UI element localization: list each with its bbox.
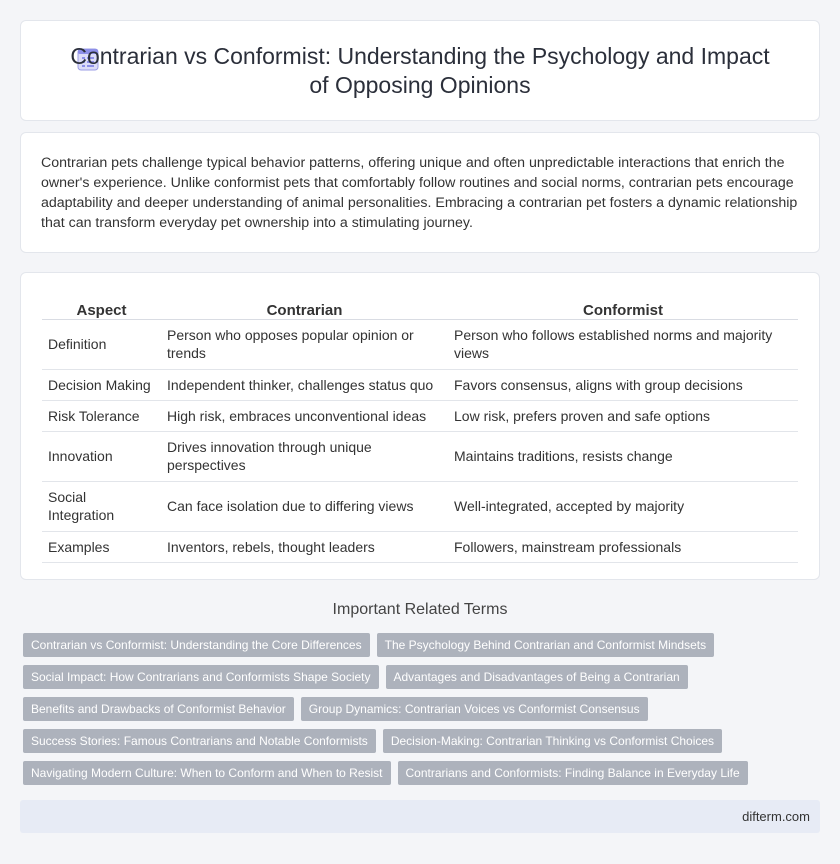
cell-aspect: Risk Tolerance (42, 400, 161, 431)
cell-conformist: Followers, mainstream professionals (448, 531, 798, 562)
cell-contrarian: Drives innovation through unique perspectives (161, 431, 448, 481)
comparison-card (20, 272, 820, 580)
table-row (42, 400, 798, 431)
page-title: Contrarian vs Conformist: Understanding the Psychology and Impact of Opposing Opinions (70, 42, 770, 98)
cell-contrarian: Inventors, rebels, thought leaders (161, 531, 448, 562)
cell-aspect: Definition (42, 319, 161, 369)
related-term-link[interactable]: Social Impact: How Contrarians and Conformists Shape Society (23, 665, 379, 689)
related-term-link[interactable]: Benefits and Drawbacks of Conformist Behavior (23, 697, 294, 721)
intro-card (20, 132, 820, 253)
table-row (42, 369, 798, 400)
cell-conformist: Well-integrated, accepted by majority (448, 481, 798, 531)
cell-aspect: Decision Making (42, 369, 161, 400)
related-term-link[interactable]: Contrarian vs Conformist: Understanding the Core Differences (23, 633, 370, 657)
cell-contrarian: High risk, embraces unconventional ideas (161, 400, 448, 431)
cell-contrarian: Person who opposes popular opinion or trends (161, 319, 448, 369)
table-header-contrarian: Contrarian (161, 297, 448, 319)
related-term-link[interactable]: The Psychology Behind Contrarian and Conformist Mindsets (377, 633, 715, 657)
intro-paragraph: Contrarian pets challenge typical behavior patterns, offering unique and often unpredictable interactions that enrich the owner's experience. Unlike conformist pets that comfortably follow routines and social norms, contrarian pets encourage adaptability and deeper understanding of animal personalities. Embracing a contrarian pet fosters a dynamic relationship that can transform everyday pet ownership into a stimulating journey. (41, 155, 798, 231)
table-header-aspect: Aspect (42, 297, 161, 319)
related-term-link[interactable]: Decision-Making: Contrarian Thinking vs Conformist Choices (383, 729, 722, 753)
footer-site-link[interactable]: difterm.com (742, 809, 810, 824)
cell-conformist: Low risk, prefers proven and safe options (448, 400, 798, 431)
cell-aspect: Social Integration (42, 481, 161, 531)
table-row (42, 431, 798, 481)
cell-conformist: Favors consensus, aligns with group decisions (448, 369, 798, 400)
cell-contrarian: Can face isolation due to differing views (161, 481, 448, 531)
cell-conformist: Person who follows established norms and majority views (448, 319, 798, 369)
table-row (42, 531, 798, 562)
related-term-link[interactable]: Navigating Modern Culture: When to Conform and When to Resist (23, 761, 391, 785)
comparison-table (42, 297, 798, 563)
cell-conformist: Maintains traditions, resists change (448, 431, 798, 481)
cell-aspect: Examples (42, 531, 161, 562)
related-term-link[interactable]: Advantages and Disadvantages of Being a Contrarian (386, 665, 688, 689)
related-term-link[interactable]: Success Stories: Famous Contrarians and Notable Conformists (23, 729, 376, 753)
cell-aspect: Innovation (42, 431, 161, 481)
table-row (42, 319, 798, 369)
cell-contrarian: Independent thinker, challenges status quo (161, 369, 448, 400)
table-row (42, 481, 798, 531)
table-header-conformist: Conformist (448, 297, 798, 319)
header-card (20, 20, 820, 121)
related-term-link[interactable]: Contrarians and Conformists: Finding Balance in Everyday Life (398, 761, 748, 785)
footer-bar (20, 800, 820, 833)
related-terms-heading: Important Related Terms (332, 601, 508, 618)
related-terms-list (23, 633, 823, 793)
related-term-link[interactable]: Group Dynamics: Contrarian Voices vs Conformist Consensus (301, 697, 648, 721)
